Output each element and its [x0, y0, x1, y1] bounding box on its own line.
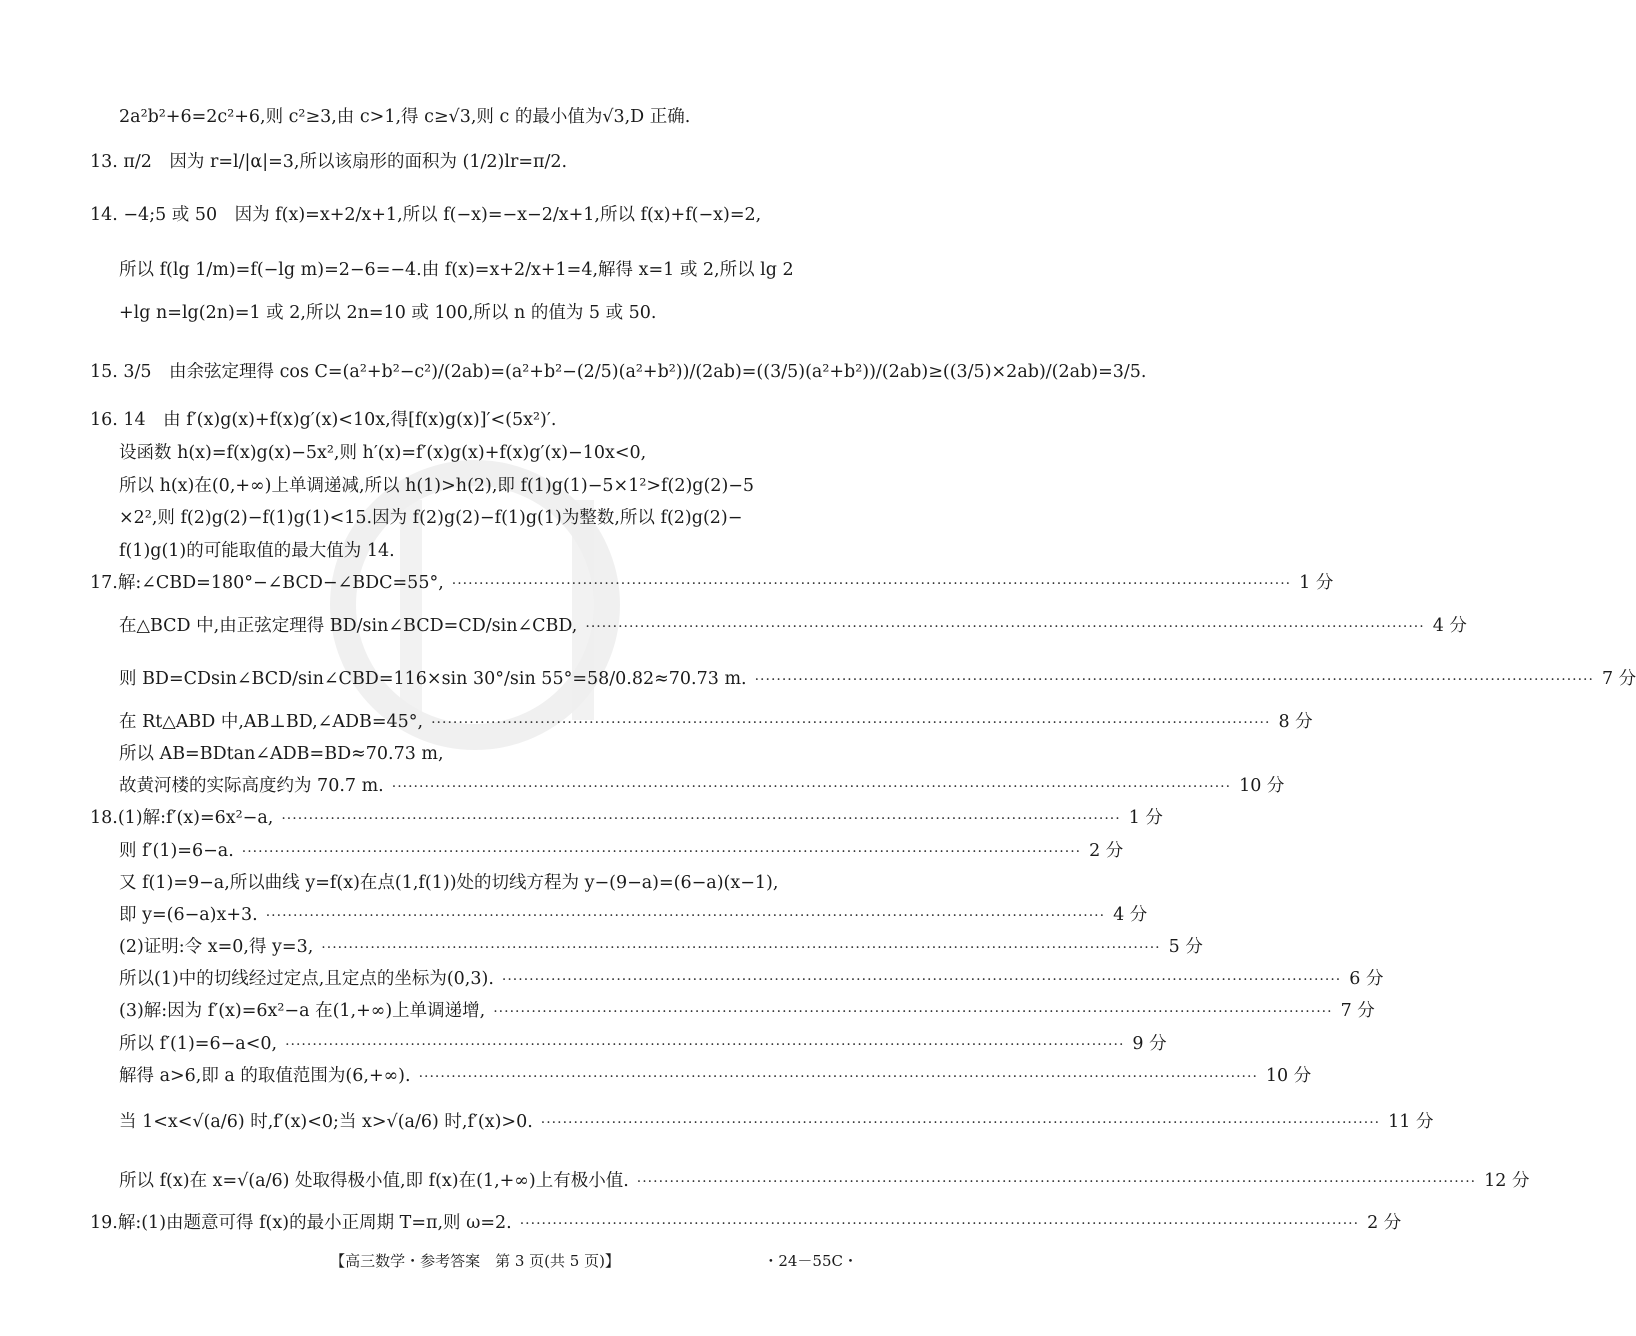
step-points: 1 分 — [1128, 808, 1163, 828]
leader-dots — [520, 1212, 1359, 1236]
step-points: 2 分 — [1367, 1213, 1402, 1233]
step-text: 所以(1)中的切线经过定点,且定点的坐标为(0,3). — [119, 969, 494, 989]
scored-line — [119, 774, 1285, 799]
step-points: 7 分 — [1601, 669, 1636, 689]
scored-line — [119, 1064, 1312, 1089]
scored-line — [119, 710, 1313, 735]
scored-line — [119, 935, 1203, 960]
step-text: 即 y=(6−a)x+3. — [119, 905, 258, 925]
step-points: 4 分 — [1113, 905, 1148, 925]
leader-dots — [419, 1065, 1258, 1089]
text-line: 所以 h(x)在(0,+∞)上单调递减,所以 h(1)>h(2),即 f(1)g(1)−5×1²>f(2)g(2)−5 — [119, 476, 755, 496]
step-points: 4 分 — [1432, 616, 1467, 636]
footer-code: ・24－55C・ — [763, 1252, 858, 1270]
scored-line — [90, 571, 1334, 596]
step-points: 12 分 — [1484, 1171, 1530, 1191]
leader-dots — [541, 1111, 1380, 1135]
leader-dots — [431, 711, 1270, 735]
step-text: 19.解:(1)由题意可得 f(x)的最小正周期 T=π,则 ω=2. — [90, 1213, 512, 1233]
leader-dots — [502, 968, 1341, 992]
text-line: 所以 f(lg 1/m)=f(−lg m)=2−6=−4.由 f(x)=x+2/x+1=4,解得 x=1 或 2,所以 lg 2 — [119, 260, 794, 280]
scored-line — [119, 667, 1636, 692]
step-points: 5 分 — [1168, 937, 1203, 957]
leader-dots — [493, 1000, 1332, 1024]
leader-dots — [321, 936, 1160, 960]
step-points: 8 分 — [1278, 712, 1313, 732]
answer-15: 15. 3/5 由余弦定理得 cos C=(a²+b²−c²)/(2ab)=(a²+b²−(2/5)(a²+b²))/(2ab)=((3/5)(a²+b²))/(2ab)≥((3/5)×2ab)/(2ab)=3/5. — [90, 362, 1147, 382]
scored-line — [119, 967, 1384, 992]
leader-dots — [585, 615, 1424, 639]
text-line: 设函数 h(x)=f(x)g(x)−5x²,则 h′(x)=f′(x)g(x)+f(x)g′(x)−10x<0, — [119, 443, 647, 463]
step-points: 10 分 — [1239, 776, 1285, 796]
step-text: 所以 AB=BDtan∠ADB=BD≈70.73 m, — [119, 744, 444, 764]
scored-line — [119, 614, 1467, 639]
step-points: 11 分 — [1388, 1112, 1434, 1132]
step-text: 则 BD=CDsin∠BCD/sin∠CBD=116×sin 30°/sin 55°=58/0.82≈70.73 m. — [119, 669, 747, 689]
scored-line — [119, 1110, 1434, 1135]
step-points: 6 分 — [1349, 969, 1384, 989]
leader-dots — [266, 904, 1105, 928]
step-points: 9 分 — [1132, 1034, 1167, 1054]
scored-line — [119, 1169, 1530, 1194]
scored-line — [119, 903, 1148, 928]
leader-dots — [242, 840, 1081, 864]
step-text: 18.(1)解:f′(x)=6x²−a, — [90, 808, 274, 828]
step-text: 在△BCD 中,由正弦定理得 BD/sin∠BCD=CD/sin∠CBD, — [119, 616, 578, 636]
scored-line — [119, 999, 1375, 1024]
step-text: (2)证明:令 x=0,得 y=3, — [119, 937, 314, 957]
answer-16: 16. 14 由 f′(x)g(x)+f(x)g′(x)<10x,得[f(x)g(x)]′<(5x²)′. — [90, 410, 557, 430]
answer-13: 13. π/2 因为 r=l/|α|=3,所以该扇形的面积为 (1/2)lr=π/2. — [90, 152, 568, 172]
step-text: 所以 f′(1)=6−a<0, — [119, 1034, 278, 1054]
step-points: 1 分 — [1299, 573, 1334, 593]
step-points: 2 分 — [1089, 841, 1124, 861]
step-text: (3)解:因为 f′(x)=6x²−a 在(1,+∞)上单调递增, — [119, 1001, 486, 1021]
step-text: 所以 f(x)在 x=√(a/6) 处取得极小值,即 f(x)在(1,+∞)上有极小值. — [119, 1171, 629, 1191]
leader-dots — [285, 1033, 1124, 1057]
leader-dots — [452, 572, 1291, 596]
text-line: f(1)g(1)的可能取值的最大值为 14. — [119, 541, 395, 561]
leader-dots — [637, 1170, 1476, 1194]
scored-line — [90, 1211, 1402, 1236]
step-text: 17.解:∠CBD=180°−∠BCD−∠BDC=55°, — [90, 573, 444, 593]
step-text: 当 1<x<√(a/6) 时,f′(x)<0;当 x>√(a/6) 时,f′(x)>0. — [119, 1112, 533, 1132]
leader-dots — [392, 775, 1231, 799]
answer-14: 14. −4;5 或 50 因为 f(x)=x+2/x+1,所以 f(−x)=−x−2/x+1,所以 f(x)+f(−x)=2, — [90, 205, 762, 225]
step-points: 10 分 — [1265, 1066, 1312, 1086]
text-line: ×2²,则 f(2)g(2)−f(1)g(1)<15.因为 f(2)g(2)−f(1)g(1)为整数,所以 f(2)g(2)− — [119, 508, 743, 528]
scored-line — [119, 839, 1124, 864]
leader-dots — [755, 668, 1594, 692]
scored-line — [90, 806, 1163, 831]
step-text: 解得 a>6,即 a 的取值范围为(6,+∞). — [119, 1066, 411, 1086]
scored-line — [119, 1032, 1167, 1057]
leader-dots — [281, 807, 1120, 831]
step-text: 在 Rt△ABD 中,AB⊥BD,∠ADB=45°, — [119, 712, 424, 732]
text-line: 2a²b²+6=2c²+6,则 c²≥3,由 c>1,得 c≥√3,则 c 的最小值为√3,D 正确. — [119, 107, 691, 127]
step-text: 则 f′(1)=6−a. — [119, 841, 234, 861]
step-points: 7 分 — [1340, 1001, 1375, 1021]
text-line: +lg n=lg(2n)=1 或 2,所以 2n=10 或 100,所以 n 的值为 5 或 50. — [119, 303, 657, 323]
footer-title: 【高三数学・参考答案 第 3 页(共 5 页)】 — [330, 1252, 620, 1270]
step-text: 又 f(1)=9−a,所以曲线 y=f(x)在点(1,f(1))处的切线方程为 y−(9−a)=(6−a)(x−1), — [119, 873, 779, 893]
step-text: 故黄河楼的实际高度约为 70.7 m. — [119, 776, 384, 796]
